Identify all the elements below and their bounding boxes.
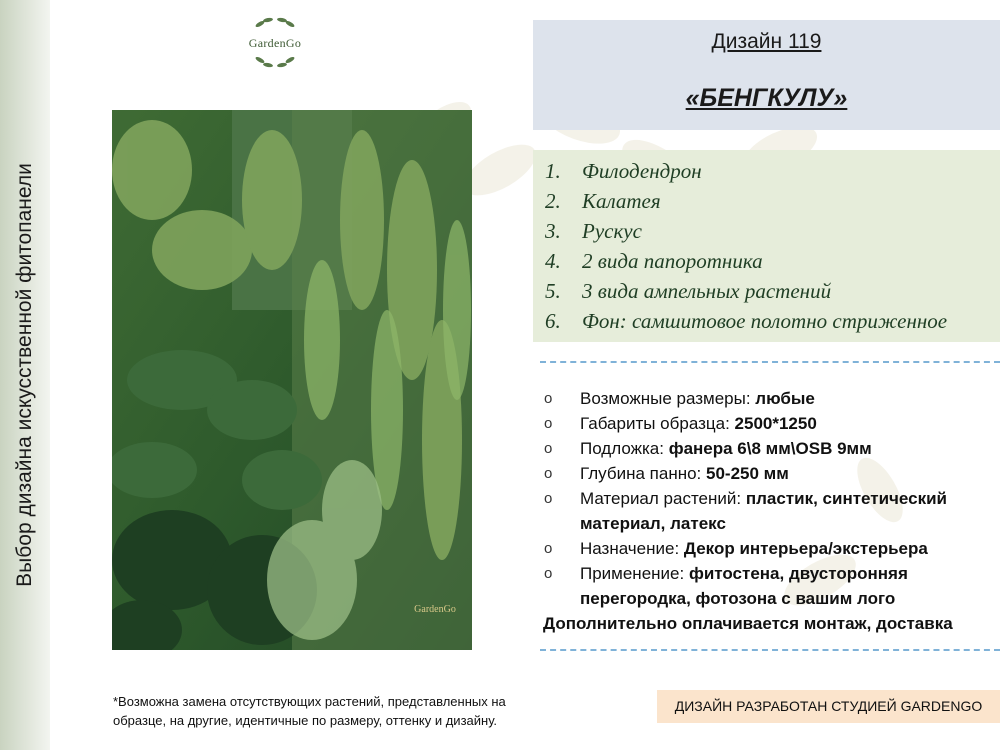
spec-label: Возможные размеры: [580,389,756,408]
logo-text: GardenGo [248,36,302,50]
bullet-icon: o [544,490,553,507]
list-number: 5. [545,279,561,303]
plant-name: Филодендрон [582,159,702,183]
photo-watermark-logo [400,590,470,630]
sidebar [0,0,50,750]
spec-item [543,486,993,536]
plant-name: Фон: самшитовое полотно стриженное [582,309,948,333]
spec-value: Декор интерьера/экстерьера [683,539,928,558]
plant-name: Калатея [582,189,661,213]
list-item [545,306,1000,336]
bullet-icon: o [544,415,553,432]
spec-item [543,461,993,486]
title-box [533,20,1000,130]
bullet-icon: o [544,440,553,457]
spec-label: Назначение: [580,539,684,558]
bullet-icon: o [544,540,553,557]
plants-box [533,150,1000,342]
studio-banner: ДИЗАЙН РАЗРАБОТАН СТУДИЕЙ GARDENGO [657,690,1000,723]
list-number: 3. [545,219,561,243]
spec-label: Материал растений: [580,489,746,508]
spec-item [543,386,993,411]
bullet-icon: o [544,565,553,582]
design-number: Дизайн 119 [711,30,822,53]
plant-name: Рускус [582,219,642,243]
list-number: 4. [545,249,561,273]
extra-note: Дополнительно оплачивается монтаж, доставка [543,614,953,633]
vertical-title: Выбор дизайна искусственной фитопанели [13,163,36,587]
spec-item [543,436,993,461]
spec-item [543,411,993,436]
bullet-icon: o [544,465,553,482]
spec-value: фитостена, двусторонняя перегородка, фотозона с вашим лого [580,564,908,608]
spec-label: Применение: [580,564,689,583]
spec-item [543,536,993,561]
list-item [545,156,1000,186]
specs-list [543,386,993,636]
list-number: 1. [545,159,561,183]
divider-bottom [540,649,1000,651]
spec-value: пластик, синтетический материал, латекс [580,489,948,533]
footnote: *Возможна замена отсутствующих растений, представленных на образце, на другие, идентичные по размеру, оттенку и дизайну. [113,694,506,728]
list-item [545,186,1000,216]
spec-value: фанера 6\8 мм\OSB 9мм [668,439,872,458]
spec-item [543,561,993,611]
spec-label: Подложка: [580,439,669,458]
bullet-icon: o [544,390,553,407]
divider-top [540,361,1000,363]
list-number: 2. [545,189,561,213]
list-item [545,246,1000,276]
plants-list [533,150,1000,336]
plant-name: 3 вида ампельных растений [582,279,832,303]
spec-value: любые [755,389,815,408]
spec-label: Габариты образца: [580,414,735,433]
plant-wall-photo [112,110,472,650]
list-item [545,216,1000,246]
plant-name: 2 вида папоротника [582,249,763,273]
list-number: 6. [545,309,561,333]
design-name: «БЕНГКУЛУ» [685,84,848,112]
spec-label: Глубина панно: [580,464,706,483]
photo-watermark-text: GardenGo [414,604,456,615]
spec-value: 50-250 мм [706,464,789,483]
list-item [545,276,1000,306]
gardengo-logo [238,14,312,72]
spec-value: 2500*1250 [734,414,817,433]
